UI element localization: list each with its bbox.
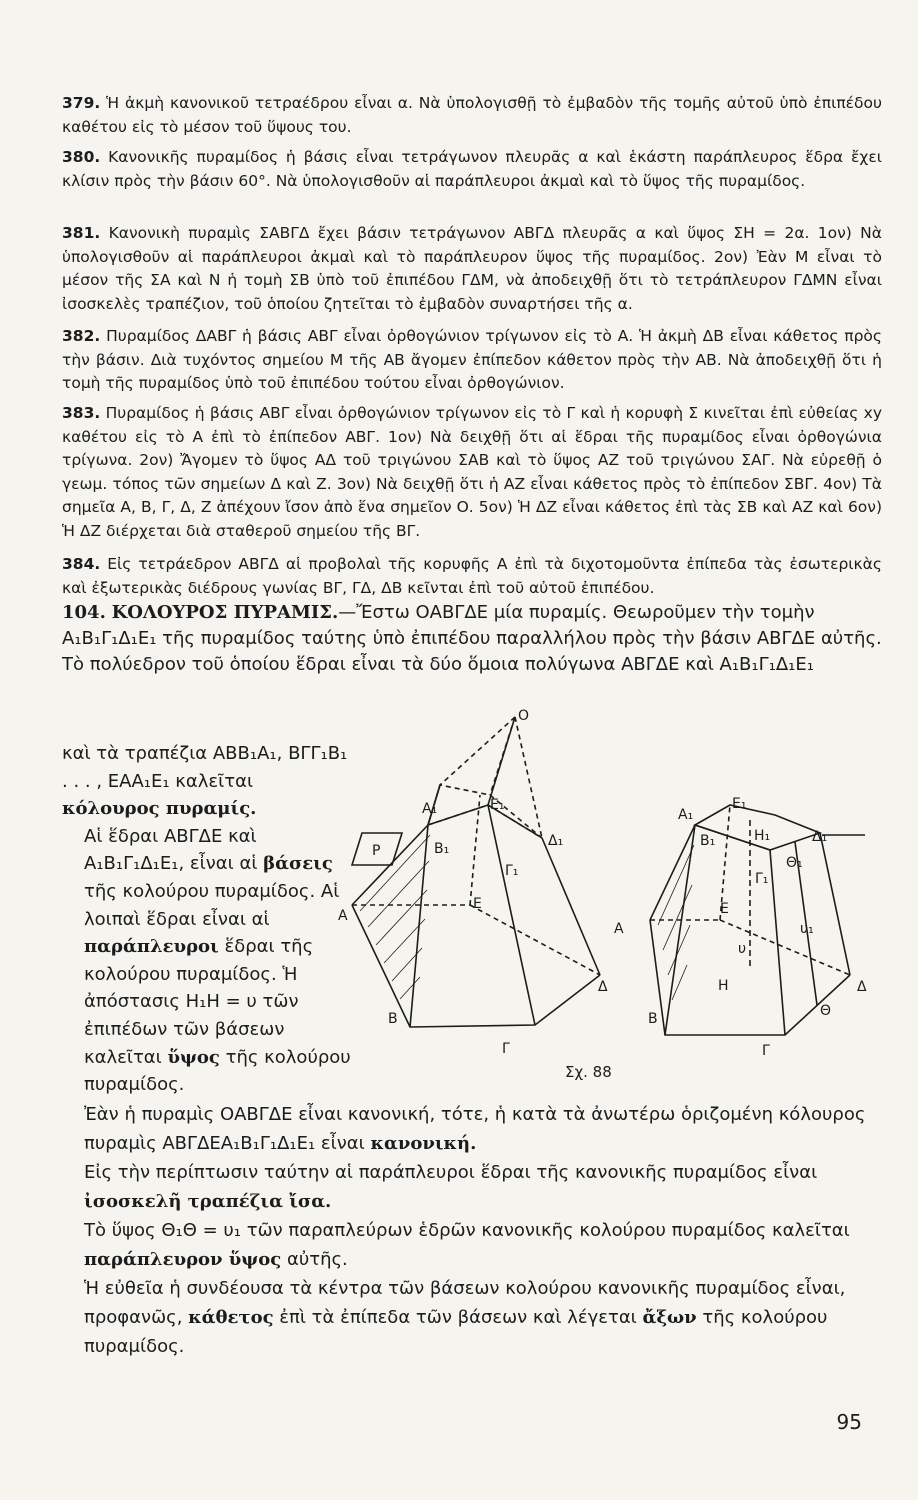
label-E-right: E	[720, 901, 729, 917]
body-text	[62, 1100, 882, 1361]
label-E: E	[473, 896, 482, 912]
paragraph-text: τῆς κολούρου πυραμίδος.	[84, 1307, 828, 1357]
paragraph-text: Αἱ ἕδραι ΑΒΓΔΕ καὶ Α₁Β₁Γ₁Δ₁Ε₁, εἶναι αἱ	[84, 825, 258, 875]
section-intro: Ἔστω ΟΑΒΓΔΕ μία πυραμίς. Θεωροῦμεν τὴν τομὴν Α₁Β₁Γ₁Δ₁Ε₁ τῆς πυραμίδος ταύτης ὑπὸ ἐπιπέδου παραλλήλου πρὸς τὴν βάσιν ΑΒΓΔΕ αὐτῆς. Τὸ πολύεδρον τοῦ ὁποίου ἕδραι εἶναι τὰ δύο ὅμοια πολύγωνα ΑΒΓΔΕ καὶ Α₁Β₁Γ₁Δ₁Ε₁	[62, 602, 882, 675]
exercise-text: Πυραμίδος ἡ βάσις ΑΒΓ εἶναι ὀρθογώνιον τρίγωνον εἰς τὸ Γ καὶ ἡ κορυφὴ Σ κινεῖται ἐπὶ εὐθείας xy καθέτου εἰς τὸ Α ἐπὶ τὸ ἐπίπεδον ΑΒΓ. 1ον) Νὰ δειχθῇ ὅτι αἱ ἕδραι τῆς πυραμίδος εἶναι ὀρθογώνια τρίγωνα. 2ον) Ἄγομεν τὸ ὕψος ΑΔ τοῦ τριγώνου ΣΑΒ καὶ τὸ ὕψος ΑΖ τοῦ τριγώνου ΣΑΓ. Νὰ εὑρεθῇ ὁ γεωμ. τόπος τῶν σημείων Δ καὶ Ζ. 3ον) Νὰ δειχθῇ ὅτι ἡ ΑΖ εἶναι κάθετος πρὸς τὸ ἐπίπεδον ΣΒΓ. 4ον) Τὰ σημεῖα Α, Β, Γ, Δ, Ζ ἀπέχουν ἴσον ἀπὸ ἕνα σημεῖον Ο. 5ον) Ἡ ΔΖ εἶναι κάθετος ἐπὶ τὰς ΣΒ καὶ ΑΖ καὶ 6ον) Ἡ ΔΖ διέρχεται διὰ σταθεροῦ σημείου τῆς ΒΓ.	[62, 404, 882, 540]
term-regular: κανονική.	[370, 1133, 477, 1154]
section-number: 104.	[62, 602, 106, 623]
label-D: Δ	[598, 979, 608, 995]
term-lateral: παράπλευροι	[84, 936, 219, 958]
paragraph-text: Ἐὰν ἡ πυραμὶς ΟΑΒΓΔΕ εἶναι κανονική, τότε, ἡ κατὰ τὰ ἀνωτέρω ὁριζομένη κόλουρος πυραμὶς ΑΒΓΔΕΑ₁Β₁Γ₁Δ₁Ε₁ εἶναι	[84, 1104, 866, 1154]
exercise-379	[62, 92, 882, 139]
label-A1-right: A₁	[678, 807, 694, 823]
term-frustum: κόλουρος πυραμίς.	[62, 798, 257, 820]
paragraph-text: Ἡ εὐθεῖα ἡ συνδέουσα τὰ κέντρα τῶν βάσεων κολούρου κανονικῆς πυραμίδος εἶναι, προφανῶς,	[84, 1278, 846, 1328]
label-E1-right: E₁	[732, 796, 747, 812]
paragraph-text: αὐτῆς.	[286, 1249, 348, 1270]
paragraph-text: τῆς κολούρου πυραμίδος. Αἱ λοιπαὶ ἕδραι εἶναι αἱ	[84, 880, 340, 930]
term-perpendicular: κάθετος	[188, 1307, 274, 1328]
label-Th: Θ	[820, 1003, 832, 1019]
label-G1: Γ₁	[505, 863, 519, 879]
page-number: 95	[836, 1410, 862, 1434]
exercise-text: Εἰς τετράεδρον ΑΒΓΔ αἱ προβολαὶ τῆς κορυφῆς Α ἐπὶ τὰ διχοτομοῦντα ἐπίπεδα τὰς ἐσωτερικὰς καὶ ἐξωτερικὰς διέδρους γωνίας ΒΓ, ΓΔ, ΔΒ κεῖνται ἐπὶ τοῦ αὐτοῦ ἐπιπέδου.	[62, 555, 882, 597]
label-O: O	[518, 708, 530, 724]
section-heading	[62, 600, 882, 678]
label-G1-right: Γ₁	[755, 871, 769, 887]
exercise-text: Κανονικὴ πυραμὶς ΣΑΒΓΔ ἔχει βάσιν τετράγωνον ΑΒΓΔ πλευρᾶς α καὶ ὕψος ΣΗ = 2α. 1ον) Νὰ ὑπολογισθοῦν αἱ παράπλευροι ἀκμαὶ καὶ τὸ παράπλευρον ὕψος τῆς πυραμίδος. 2ον) Ἐὰν Μ εἶναι τὸ μέσον τῆς ΣΑ καὶ Ν ἡ τομὴ ΣΒ ὑπὸ τοῦ ἐπιπέδου ΓΔΜ, νὰ ἀποδειχθῇ ὅτι τὸ τετράπλευρον ΓΔΜΝ εἶναι ἰσοσκελὲς τραπέζιον, τοῦ ὁποίου ζητεῖται τὸ ἐμβαδὸν συναρτήσει τῆς α.	[62, 224, 882, 313]
label-G: Γ	[502, 1041, 510, 1057]
paragraph-text: ἐπὶ τὰ ἐπίπεδα τῶν βάσεων καὶ λέγεται	[279, 1307, 637, 1328]
label-B-right: B	[648, 1011, 658, 1027]
exercise-text: Κανονικῆς πυραμίδος ἡ βάσις εἶναι τετράγωνον πλευρᾶς α καὶ ἑκάστη παράπλευρος ἕδρα ἔχει κλίσιν πρὸς τὴν βάσιν 60°. Νὰ ὑπολογισθοῦν αἱ παράπλευροι ἀκμαὶ καὶ τὸ ὕψος τῆς πυραμίδος.	[62, 148, 882, 190]
exercise-number: 384.	[62, 555, 101, 573]
exercise-number: 381.	[62, 224, 101, 242]
label-P: P	[372, 843, 381, 859]
term-axis: ἄξων	[642, 1307, 697, 1328]
exercise-382	[62, 325, 882, 396]
label-E1: E₁	[490, 797, 505, 813]
exercise-number: 379.	[62, 94, 101, 112]
label-u: υ	[738, 941, 747, 957]
column-text	[62, 740, 352, 1099]
exercise-384	[62, 553, 882, 600]
paragraph-text: Εἰς τὴν περίπτωσιν ταύτην αἱ παράπλευροι ἕδραι τῆς κανονικῆς πυραμίδος εἶναι	[84, 1162, 818, 1183]
exercise-number: 383.	[62, 404, 101, 422]
label-A: A	[338, 908, 348, 924]
label-u1: υ₁	[800, 921, 814, 937]
exercise-381	[62, 222, 882, 316]
exercise-380	[62, 146, 882, 193]
exercise-number: 380.	[62, 148, 101, 166]
label-H1: H₁	[754, 828, 771, 844]
exercise-text: Πυραμίδος ΔΑΒΓ ἡ βάσις ΑΒΓ εἶναι ὀρθογώνιον τρίγωνον εἰς τὸ Α. Ἡ ἀκμὴ ΔΒ εἶναι κάθετος πρὸς τὴν βάσιν. Διὰ τυχόντος σημείου Μ τῆς ΑΒ ἄγομεν ἐπίπεδον κάθετον πρὸς τὴν ΑΒ. Νὰ ἀποδειχθῇ ὅτι ἡ τομὴ τῆς πυραμίδος ὑπὸ τοῦ ἐπιπέδου τούτου εἶναι ὀρθογώνιον.	[62, 327, 882, 392]
term-isosceles: ἰσοσκελῆ τραπέζια ἴσα.	[84, 1191, 332, 1212]
label-G-right: Γ	[762, 1043, 770, 1059]
label-B: B	[388, 1011, 398, 1027]
figure-caption: Σχ. 88	[565, 1063, 612, 1081]
figure-88	[330, 705, 890, 1090]
label-A-right: A	[614, 921, 624, 937]
paragraph-text: ἕδραι τῆς κολούρου πυραμίδος. Ἡ ἀπόστασις Η₁Η = υ τῶν ἐπιπέδων τῶν βάσεων καλεῖται	[84, 936, 314, 1068]
paragraph-text: καὶ τὰ τραπέζια ΑΒΒ₁Α₁, ΒΓΓ₁Β₁ . . . , ΕΑΑ₁Ε₁ καλεῖται	[62, 743, 348, 792]
term-bases: βάσεις	[263, 853, 333, 875]
section-title: ΚΟΛΟΥΡΟΣ ΠΥΡΑΜΙΣ.	[111, 602, 339, 623]
term-height: ὕψος	[167, 1046, 220, 1068]
paragraph-text: Τὸ ὕψος Θ₁Θ = υ₁ τῶν παραπλεύρων ἑδρῶν κανονικῆς κολούρου πυραμίδος καλεῖται	[84, 1220, 850, 1241]
label-Th1: Θ₁	[786, 855, 803, 871]
label-D1: Δ₁	[548, 833, 564, 849]
term-slant-height: παράπλευρον ὕψος	[84, 1249, 282, 1270]
paragraph-text: τῆς κολούρου πυραμίδος.	[84, 1046, 351, 1096]
label-D1-right: Δ₁	[812, 829, 828, 845]
exercise-number: 382.	[62, 327, 101, 345]
exercise-383	[62, 402, 882, 543]
label-D-right: Δ	[857, 979, 867, 995]
label-B1: B₁	[434, 841, 450, 857]
label-B1-right: B₁	[700, 833, 716, 849]
label-A1: A₁	[422, 801, 438, 817]
label-H: H	[718, 978, 729, 994]
exercise-text: Ἡ ἀκμὴ κανονικοῦ τετραέδρου εἶναι α. Νὰ ὑπολογισθῇ τὸ ἐμβαδὸν τῆς τομῆς αὐτοῦ ὑπὸ ἐπιπέδου καθέτου εἰς τὸ μέσον τοῦ ὕψους του.	[62, 94, 882, 136]
section-dash: —	[338, 602, 357, 623]
